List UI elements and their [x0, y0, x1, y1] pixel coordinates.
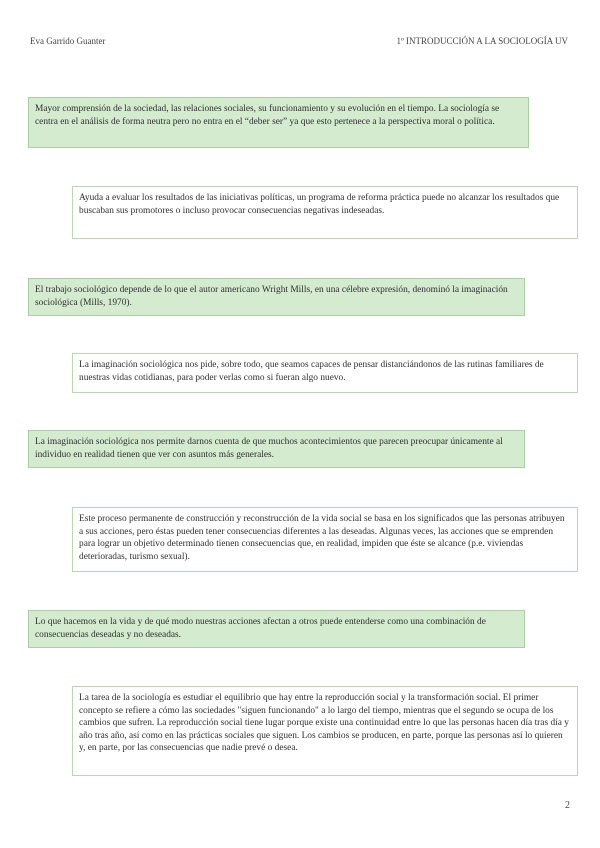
- text-block-1: Mayor comprensión de la sociedad, las relaciones sociales, su funcionamiento y su evolución en el tiempo. La sociología se centra en el análisis de forma neutra pero no entra en el “deber ser” ya que esto pertenece a la perspectiva moral o política.: [28, 97, 529, 148]
- text-block-3: El trabajo sociológico depende de lo que el autor americano Wright Mills, en una célebre expresión, denominó la imaginación sociológica (Mills, 1970).: [28, 278, 525, 316]
- text-block-4: La imaginación sociológica nos pide, sobre todo, que seamos capaces de pensar distanciándonos de las rutinas familiares de nuestras vidas cotidianas, para poder verlas como si fueran algo nuevo.: [72, 353, 578, 393]
- header-author: Eva Garrido Guanter: [30, 36, 106, 46]
- header-course: 1º INTRODUCCIÓN A LA SOCIOLOGÍA UV: [396, 36, 568, 46]
- text-block-7: Lo que hacemos en la vida y de qué modo nuestras acciones afectan a otros puede entenderse como una combinación de consecuencias deseadas y no deseadas.: [28, 610, 525, 648]
- text-block-8: La tarea de la sociología es estudiar el equilibrio que hay entre la reproducción social y la transformación social. El primer concepto se refiere a cómo las sociedades "siguen funcionando" a lo largo del tiempo, mientras que el segundo se ocupa de los cambios que sufren. La reproducción social tiene lugar porque existe una continuidad entre lo que las personas hacen día tras día y año tras año, así como en las prácticas sociales que siguen. Los cambios se producen, en parte, porque las personas así lo quieren y, en parte, por las consecuencias que nadie prevé o desea.: [72, 686, 578, 776]
- text-block-5: La imaginación sociológica nos permite darnos cuenta de que muchos acontecimientos que parecen preocupar únicamente al individuo en realidad tienen que ver con asuntos más generales.: [28, 430, 525, 468]
- text-block-6: Este proceso permanente de construcción y reconstrucción de la vida social se basa en los significados que las personas atribuyen a sus acciones, pero éstas pueden tener consecuencias diferentes a las deseadas. Algunas veces, las acciones que se emprenden para lograr un objetivo determinado tienen consecuencias que, en realidad, impiden que éste se alcance (p.e. viviendas deterioradas, turismo sexual).: [72, 507, 578, 572]
- page-number: 2: [565, 800, 570, 811]
- text-block-2: Ayuda a evaluar los resultados de las iniciativas políticas, un programa de reforma práctica puede no alcanzar los resultados que buscaban sus promotores o incluso provocar consecuencias negativas indeseadas.: [72, 186, 578, 239]
